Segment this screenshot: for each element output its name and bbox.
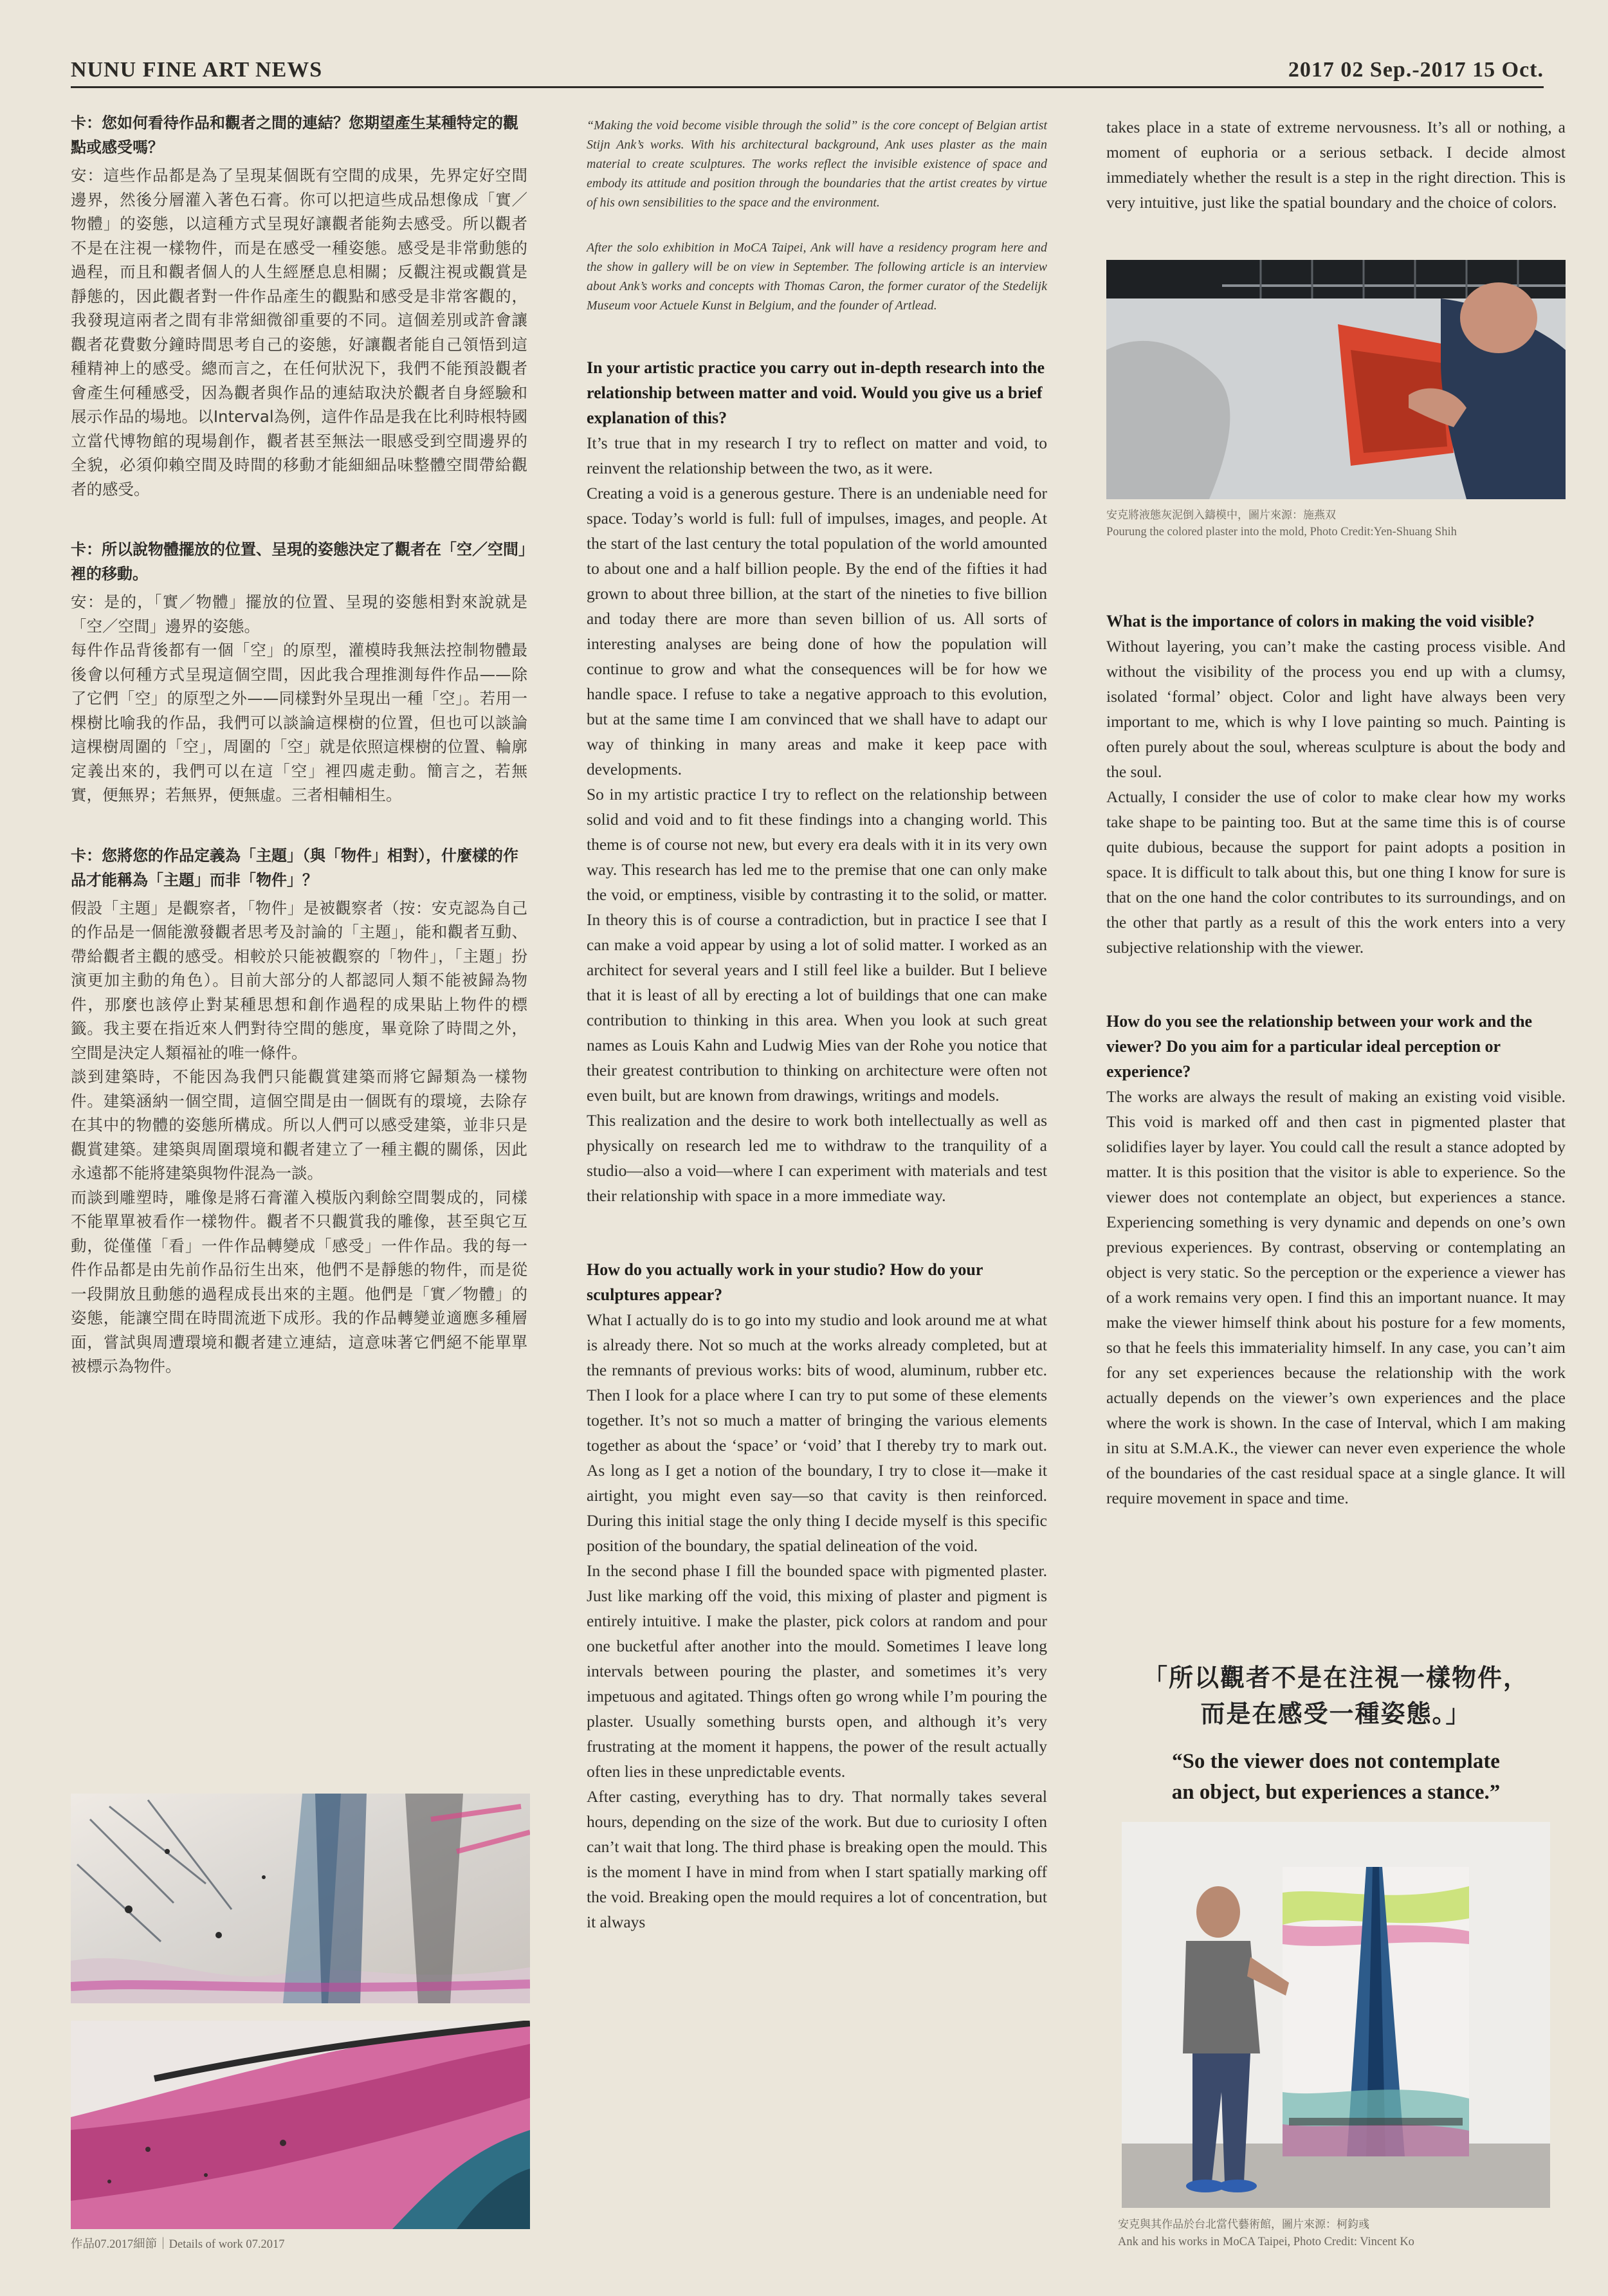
question-en-4: How do you see the relationship between your work and the viewer? Do you aim for a particular ideal perception or experience? [1106,1012,1533,1081]
casting-photo-caption-en: Pourung the colored plaster into the mold, Photo Credit:Yen-Shuang Shih [1106,526,1457,538]
pull-quote-en-1: “So the viewer does not contemplate [1172,1750,1500,1773]
answer-en-1d: This realization and the desire to work both intellectually as well as physically on research led me to withdraw to the tranquility of a studio—also a void—where I can experiment with materials and test their relationship with space in a more immediate way. [587,1111,1047,1205]
page-header [71,51,1544,88]
answer-en-2c: After casting, everything has to dry. That normally takes several hours, depending on the size of the work. But due to curiosity I often can’t wait that long. The third phase is breaking open the mould. This is the moment I have in mind from when I start spatially marking off the void. Breaking open the mould requires a lot of concentration, but it always [587,1787,1047,1931]
artwork-detail-caption: 作品07.2017細節｜Details of work 07.2017 [71,2238,285,2251]
question-en-3: What is the importance of colors in making the void visible? [1106,612,1535,630]
casting-photo [1106,260,1566,499]
answer-zh-2a: 安：是的，「實／物體」擺放的位置、呈現的姿態相對來說就是「空／空間」邊界的姿態。 [71,592,527,636]
question-en-2: How do you actually work in your studio? How do your sculptures appear? [587,1260,983,1304]
answer-zh-1: 安：這些作品都是為了呈現某個既有空間的成果，先界定好空間邊界，然後分層灌入著色石膏。你可以把這些成品想像成「實／物體」的姿態，以這種方式呈現好讓觀者能夠去感受。所以觀者不是在注視一樣物件，而是在感受一種姿態。感受是非常動態的過程，而且和觀者個人的人生經歷息息相關；反觀注視或觀賞是靜態的，因此觀者對一件作品產生的觀點和感受是非常客觀的，我發現這兩者之間有非常細微卻重要的不同。這個差別或許會讓觀者花費數分鐘時間思考自己的姿態，好讓觀者能自己領悟到這種精神上的感受。總而言之，在任何狀況下，我們不能預設觀者會產生何種感受，因為觀者與作品的連結取決於觀者自身經驗和展示作品的場地。以Interval為例，這件作品是我在比利時根特國立當代博物館的現場創作，觀者甚至無法一眼感受到空間邊界的全貌，必須仰賴空間及時間的移動才能細細品味整體空間帶給觀者的感受。 [71,166,527,499]
intro-paragraph-2: After the solo exhibition in MoCA Taipei, Ank will have a residency program here and the show in gallery will be on view in September. The following article is an interview about Ank’s works and concepts with Thomas Caron, the former curator of the Stedelijk Museum voor Actuele Kunst in Belgium, and the founder of Artlead. [587,241,1047,313]
answer-en-2a: What I actually do is to go into my studio and look around me at what is already there. Not so much at the works already completed, but at the remnants of previous works: bits of wood, aluminum, rubber etc. Then I look for a place where I can try to put some of these elements together. It’s not so much a matter of bringing the various elements together as about the ‘space’ or ‘void’ that I thereby try to mark out. As long as I get a notion of the boundary, I try to close it—make it airtight, you might even say—so that cavity is then reinforced. During this initial stage the only thing I decide myself is this specific position of the boundary, the spatial delineation of the void. [587,1310,1047,1555]
pull-quote-zh-1: 「所以觀者不是在注視一樣物件， [1142,1663,1529,1692]
column-english-right-lower [1106,609,1566,1511]
pull-quote-en-2: an object, but experiences a stance.” [1171,1781,1501,1804]
artwork-detail-graphic-1 [71,1794,530,2003]
question-zh-3: 卡：您將您的作品定義為「主題」（與「物件」相對），什麼樣的作品才能稱為「主題」而非「物件」？ [71,846,518,889]
artist-photo-caption-en: Ank and his works in MoCA Taipei, Photo Credit: Vincent Ko [1118,2236,1414,2248]
question-zh-1: 卡：您如何看待作品和觀者之間的連結？您期望產生某種特定的觀點或感受嗎？ [71,114,518,156]
answer-en-3a: Without layering, you can’t make the casting process visible. And without the visibility of the process you end up with a clumsy, isolated ‘formal’ object. Color and light have always been very important to me, which is why I love painting so much. Painting is often purely about the soul, whereas sculpture is about the body and the soul. [1106,637,1566,781]
pull-quote-zh-2: 而是在感受一種姿態。」 [1200,1699,1472,1728]
intro-paragraph-1: “Making the void become visible through the solid” is the core concept of Belgian artist Stijn Ank’s works. With his architectural background, Ank uses plaster as the main material to create sculptures. The works reflect the invisible existence of space and embody its attitude and position through the boundaries that the artist creates by virtue of his own sensibilities to the space and the environment. [587,118,1047,210]
answer-en-3b: Actually, I consider the use of color to make clear how my works take shape to be painting too. But at the same time this is of course quite dubious, because the support for paint adopts a position in space. It is difficult to talk about this, but one thing I know for sure is that on the one hand the color contributes to its surroundings, and on the other that partly as a result of this the work enters into a very subjective relationship with the viewer. [1106,787,1566,957]
question-zh-2: 卡：所以說物體擺放的位置、呈現的姿態決定了觀者在「空／空間」裡的移動。 [71,540,526,583]
pull-quote [1106,1660,1566,1808]
column-chinese [71,111,527,1379]
question-en-1: In your artistic practice you carry out in-depth research into the relationship between matter and void. Would you give us a brief explanation of this? [587,358,1045,427]
answer-en-1b: Creating a void is a generous gesture. There is an undeniable need for space. Today’s world is full: full of impulses, images, and people. At the start of the last century the total population of the world amounted to about one and a half billion people. By the end of the fifties it had grown to about three billion, at the start of the nineties to five billion and today there are more than seven billion of us. All sorts of interesting analyses are being done of how the population will continue to grow and what the consequences will be for how we handle space. I refuse to take a negative approach to this evolution, but at the same time I am convinced that we shall have to adapt our way of thinking in many areas and make it keep pace with developments. [587,484,1047,778]
artwork-detail-image-1 [71,1794,530,2003]
answer-en-1a: It’s true that in my research I try to reflect on matter and void, to reinvent the relationship between the two, as it were. [587,434,1047,477]
answer-continuation: takes place in a state of extreme nervousness. It’s all or nothing, a moment of euphoria or a serious setback. I decide almost immediately whether the result is a step in the right direction. This is very intuitive, just like the spatial boundary and the choice of colors. [1106,118,1566,212]
column-english-right [1106,115,1566,215]
answer-zh-2b: 每件作品背後都有一個「空」的原型，灌模時我無法控制物體最後會以何種方式呈現這個空間，因此我合理推測每件作品——除了它們「空」的原型之外——同樣對外呈現出一種「空」。若用一棵樹比喻我的作品，我們可以談論這棵樹的位置，但也可以談論這棵樹周圍的「空」，周圍的「空」就是依照這棵樹的位置、輪廓定義出來的，我們可以在這「空」裡四處走動。簡言之，若無實，便無界；若無界，便無虛。三者相輔相生。 [71,641,527,804]
answer-en-1c: So in my artistic practice I try to reflect on the relationship between solid and void and to fit these findings into a changing world. This theme is of course not new, but every era deals with it in its very own way. This research has led me to the premise that one can only make the void, or emptiness, visible by contrasting it to the solid, or matter. In theory this is of course a contradiction, but in practice I see that I can make a void appear by using a lot of solid matter. I worked as an architect for several years and I still feel like a builder. But I believe that it is least of all by erecting a lot of buildings that one can make contribution to thinking in this area. When you look at such great names as Louis Kahn and Ludwig Mies van der Rohe you notice that their greatest contribution to thinking on architecture were often not even built, but are known from drawings, writings and models. [587,785,1047,1105]
publication-title: NUNU FINE ART NEWS [71,58,323,82]
issue-date: 2017 02 Sep.-2017 15 Oct. [1288,58,1544,82]
artwork-detail-graphic-2 [71,2021,530,2229]
answer-en-2b: In the second phase I fill the bounded space with pigmented plaster. Just like marking off the void, this mixing of plaster and pigment is entirely intuitive. I make the plaster, pick colors at random and pour one bucketful after another into the mould. Sometimes I leave long intervals between pouring the plaster, and sometimes it’s very impetuous and agitated. Things often go wrong while I’m pouring the plaster. Usually something bursts open, and although it’s very frustrating at the moment it happens, the power of the result actually often lies in these unpredictable events. [587,1561,1047,1781]
casting-photo-caption-zh: 安克將液態灰泥倒入鑄模中，圖片來源：施燕双 [1106,509,1336,522]
column-english-main [587,116,1047,1934]
answer-zh-3b: 談到建築時，不能因為我們只能觀賞建築而將它歸類為一樣物件。建築涵納一個空間，這個空間是由一個既有的環境，去除存在其中的物體的姿態所構成。所以人們可以感受建築，並非只是觀賞建築。建築與周圍環境和觀者建立了一種主觀的關係，因此永遠都不能將建築與物件混為一談。 [71,1067,527,1182]
answer-zh-3c: 而談到雕塑時，雕像是將石膏灌入模版內剩餘空間製成的，同樣不能單單被看作一樣物件。觀者不只觀賞我的雕像，甚至與它互動，從僅僅「看」一件作品轉變成「感受」一件作品。我的每一件作品都是由先前作品衍生出來，他們不是靜態的物件，而是從一段開放且動態的過程成長出來的主題。他們是「實／物體」的姿態，能讓空間在時間流逝下成形。我的作品轉變並適應多種層面，嘗試與周遭環境和觀者建立連結，這意味著它們絕不能單單被標示為物件。 [71,1188,527,1375]
artist-photo [1122,1822,1550,2208]
casting-photo-graphic [1106,260,1566,499]
artist-photo-caption-zh: 安克與其作品於台北當代藝術館，圖片來源：柯鈞彧 [1118,2218,1369,2231]
artwork-detail-image-2 [71,2021,530,2229]
answer-zh-3a: 假設「主題」是觀察者，「物件」是被觀察者（按：安克認為自己的作品是一個能激發觀者思考及討論的「主題」，能和觀者互動、帶給觀者主觀的感受。相較於只能被觀察的「物件」，「主題」扮演更加主動的角色）。目前大部分的人都認同人類不能被歸為物件，那麼也該停止對某種思想和創作過程的成果貼上物件的標籤。我主要在指近來人們對待空間的態度，畢竟除了時間之外，空間是決定人類福祉的唯一條件。 [71,898,527,1062]
artist-photo-graphic [1122,1822,1550,2208]
answer-en-4: The works are always the result of making an existing void visible. This void is marked off and then cast in pigmented plaster that solidifies layer by layer. You could call the result a stance adopted by matter. It is this position that the visitor is able to experience. So the viewer does not contemplate an object, but experiences a stance. Experiencing something is very dynamic and depends on one’s own previous experiences. By contrast, observing or contemplating an object is very static. So the perception or the experience a viewer has of a work remains very open. I find this an important nuance. It may make the viewer himself think about his posture for a few moments, so that he feels this immateriality himself. In any case, you can’t aim for any set experiences because the relationship with the work actually depends on the viewer’s own experiences and the place where the work is shown. In the case of Interval, which I am making in situ at S.M.A.K., the viewer can never even experience the whole of the boundaries of the cast residual space at a single glance. It will require movement in space and time. [1106,1087,1566,1507]
